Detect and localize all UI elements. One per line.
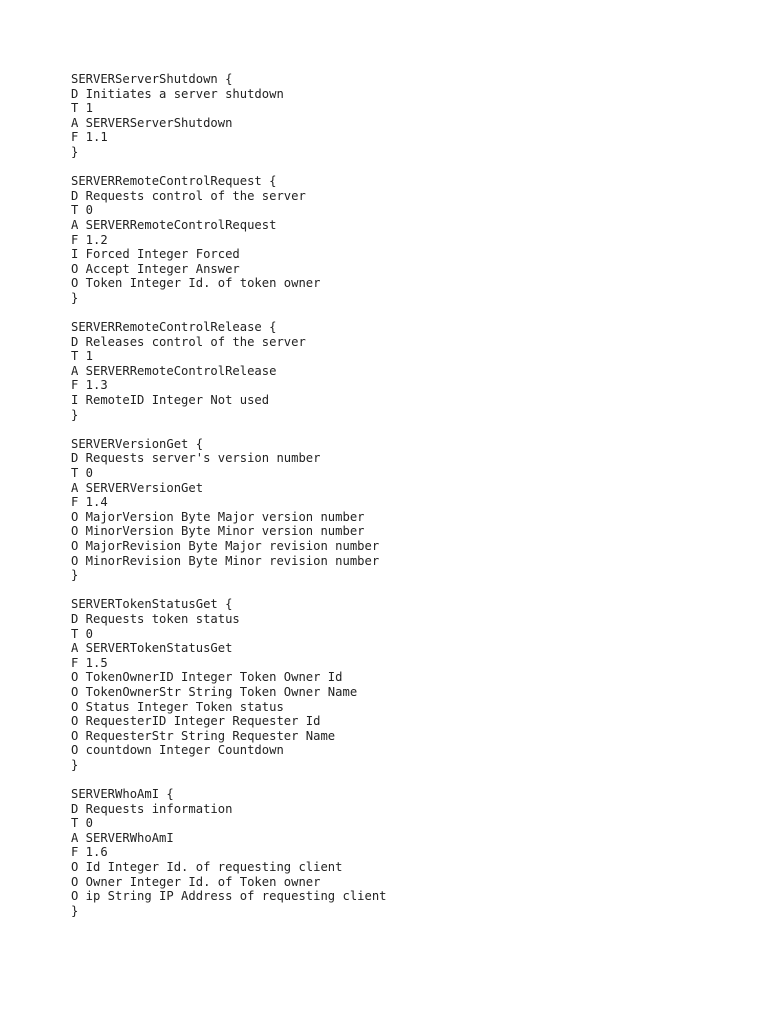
block-close-line: } — [71, 290, 79, 305]
block-header-line: SERVERWhoAmI { — [71, 787, 174, 802]
alias-line: A SERVERServerShutdown — [71, 115, 233, 130]
type-line: T 1 — [71, 101, 94, 116]
function-number-line: F 1.4 — [71, 495, 108, 510]
block-header-line: SERVERVersionGet { — [71, 436, 204, 451]
type-line: T 0 — [71, 816, 94, 831]
description-line: D Requests server's version number — [71, 451, 321, 466]
block-close-line: } — [71, 757, 79, 772]
input-param-line: I Forced Integer Forced — [71, 247, 240, 262]
output-param-line: O Owner Integer Id. of Token owner — [71, 874, 321, 889]
description-line: D Releases control of the server — [71, 334, 306, 349]
output-param-line: O ip String IP Address of requesting client — [71, 889, 387, 904]
output-param-line: O Status Integer Token status — [71, 699, 284, 714]
alias-line: A SERVERVersionGet — [71, 480, 204, 495]
output-param-line: O TokenOwnerStr String Token Owner Name — [71, 684, 358, 699]
definition-block-server-shutdown — [71, 72, 751, 160]
input-param-line: I RemoteID Integer Not used — [71, 393, 270, 408]
output-param-line: O Id Integer Id. of requesting client — [71, 860, 343, 875]
alias-line: A SERVERRemoteControlRequest — [71, 217, 277, 232]
type-line: T 1 — [71, 349, 94, 364]
type-line: T 0 — [71, 203, 94, 218]
block-header-line: SERVERServerShutdown { — [71, 72, 233, 86]
block-close-line: } — [71, 568, 79, 583]
type-line: T 0 — [71, 466, 94, 481]
function-number-line: F 1.6 — [71, 845, 108, 860]
alias-line: A SERVERWhoAmI — [71, 830, 174, 845]
description-line: D Initiates a server shutdown — [71, 86, 284, 101]
output-param-line: O TokenOwnerID Integer Token Owner Id — [71, 670, 343, 685]
definition-block-remote-control-release — [71, 320, 751, 422]
alias-line: A SERVERTokenStatusGet — [71, 641, 233, 656]
definition-block-who-am-i — [71, 787, 751, 918]
description-line: D Requests information — [71, 801, 233, 816]
function-number-line: F 1.2 — [71, 232, 108, 247]
function-number-line: F 1.5 — [71, 655, 108, 670]
description-line: D Requests control of the server — [71, 188, 306, 203]
document-page — [71, 72, 751, 933]
output-param-line: O RequesterID Integer Requester Id — [71, 714, 321, 729]
output-param-line: O Token Integer Id. of token owner — [71, 276, 321, 291]
block-header-line: SERVERTokenStatusGet { — [71, 597, 233, 612]
type-line: T 0 — [71, 626, 94, 641]
function-number-line: F 1.1 — [71, 130, 108, 145]
description-line: D Requests token status — [71, 611, 240, 626]
output-param-line: O RequesterStr String Requester Name — [71, 728, 336, 743]
output-param-line: O Accept Integer Answer — [71, 261, 240, 276]
definition-block-remote-control-request — [71, 174, 751, 305]
block-close-line: } — [71, 144, 79, 159]
output-param-line: O MajorVersion Byte Major version number — [71, 509, 365, 524]
block-header-line: SERVERRemoteControlRequest { — [71, 174, 277, 189]
output-param-line: O countdown Integer Countdown — [71, 743, 284, 758]
alias-line: A SERVERRemoteControlRelease — [71, 363, 277, 378]
output-param-line: O MajorRevision Byte Major revision number — [71, 539, 380, 553]
definition-block-version-get — [71, 437, 751, 583]
function-number-line: F 1.3 — [71, 378, 108, 393]
output-param-line: O MinorVersion Byte Minor version number — [71, 524, 365, 539]
definition-block-token-status-get — [71, 597, 751, 772]
block-close-line: } — [71, 903, 79, 918]
output-param-line: O MinorRevision Byte Minor revision number — [71, 553, 380, 568]
block-close-line: } — [71, 407, 79, 422]
block-header-line: SERVERRemoteControlRelease { — [71, 320, 277, 335]
